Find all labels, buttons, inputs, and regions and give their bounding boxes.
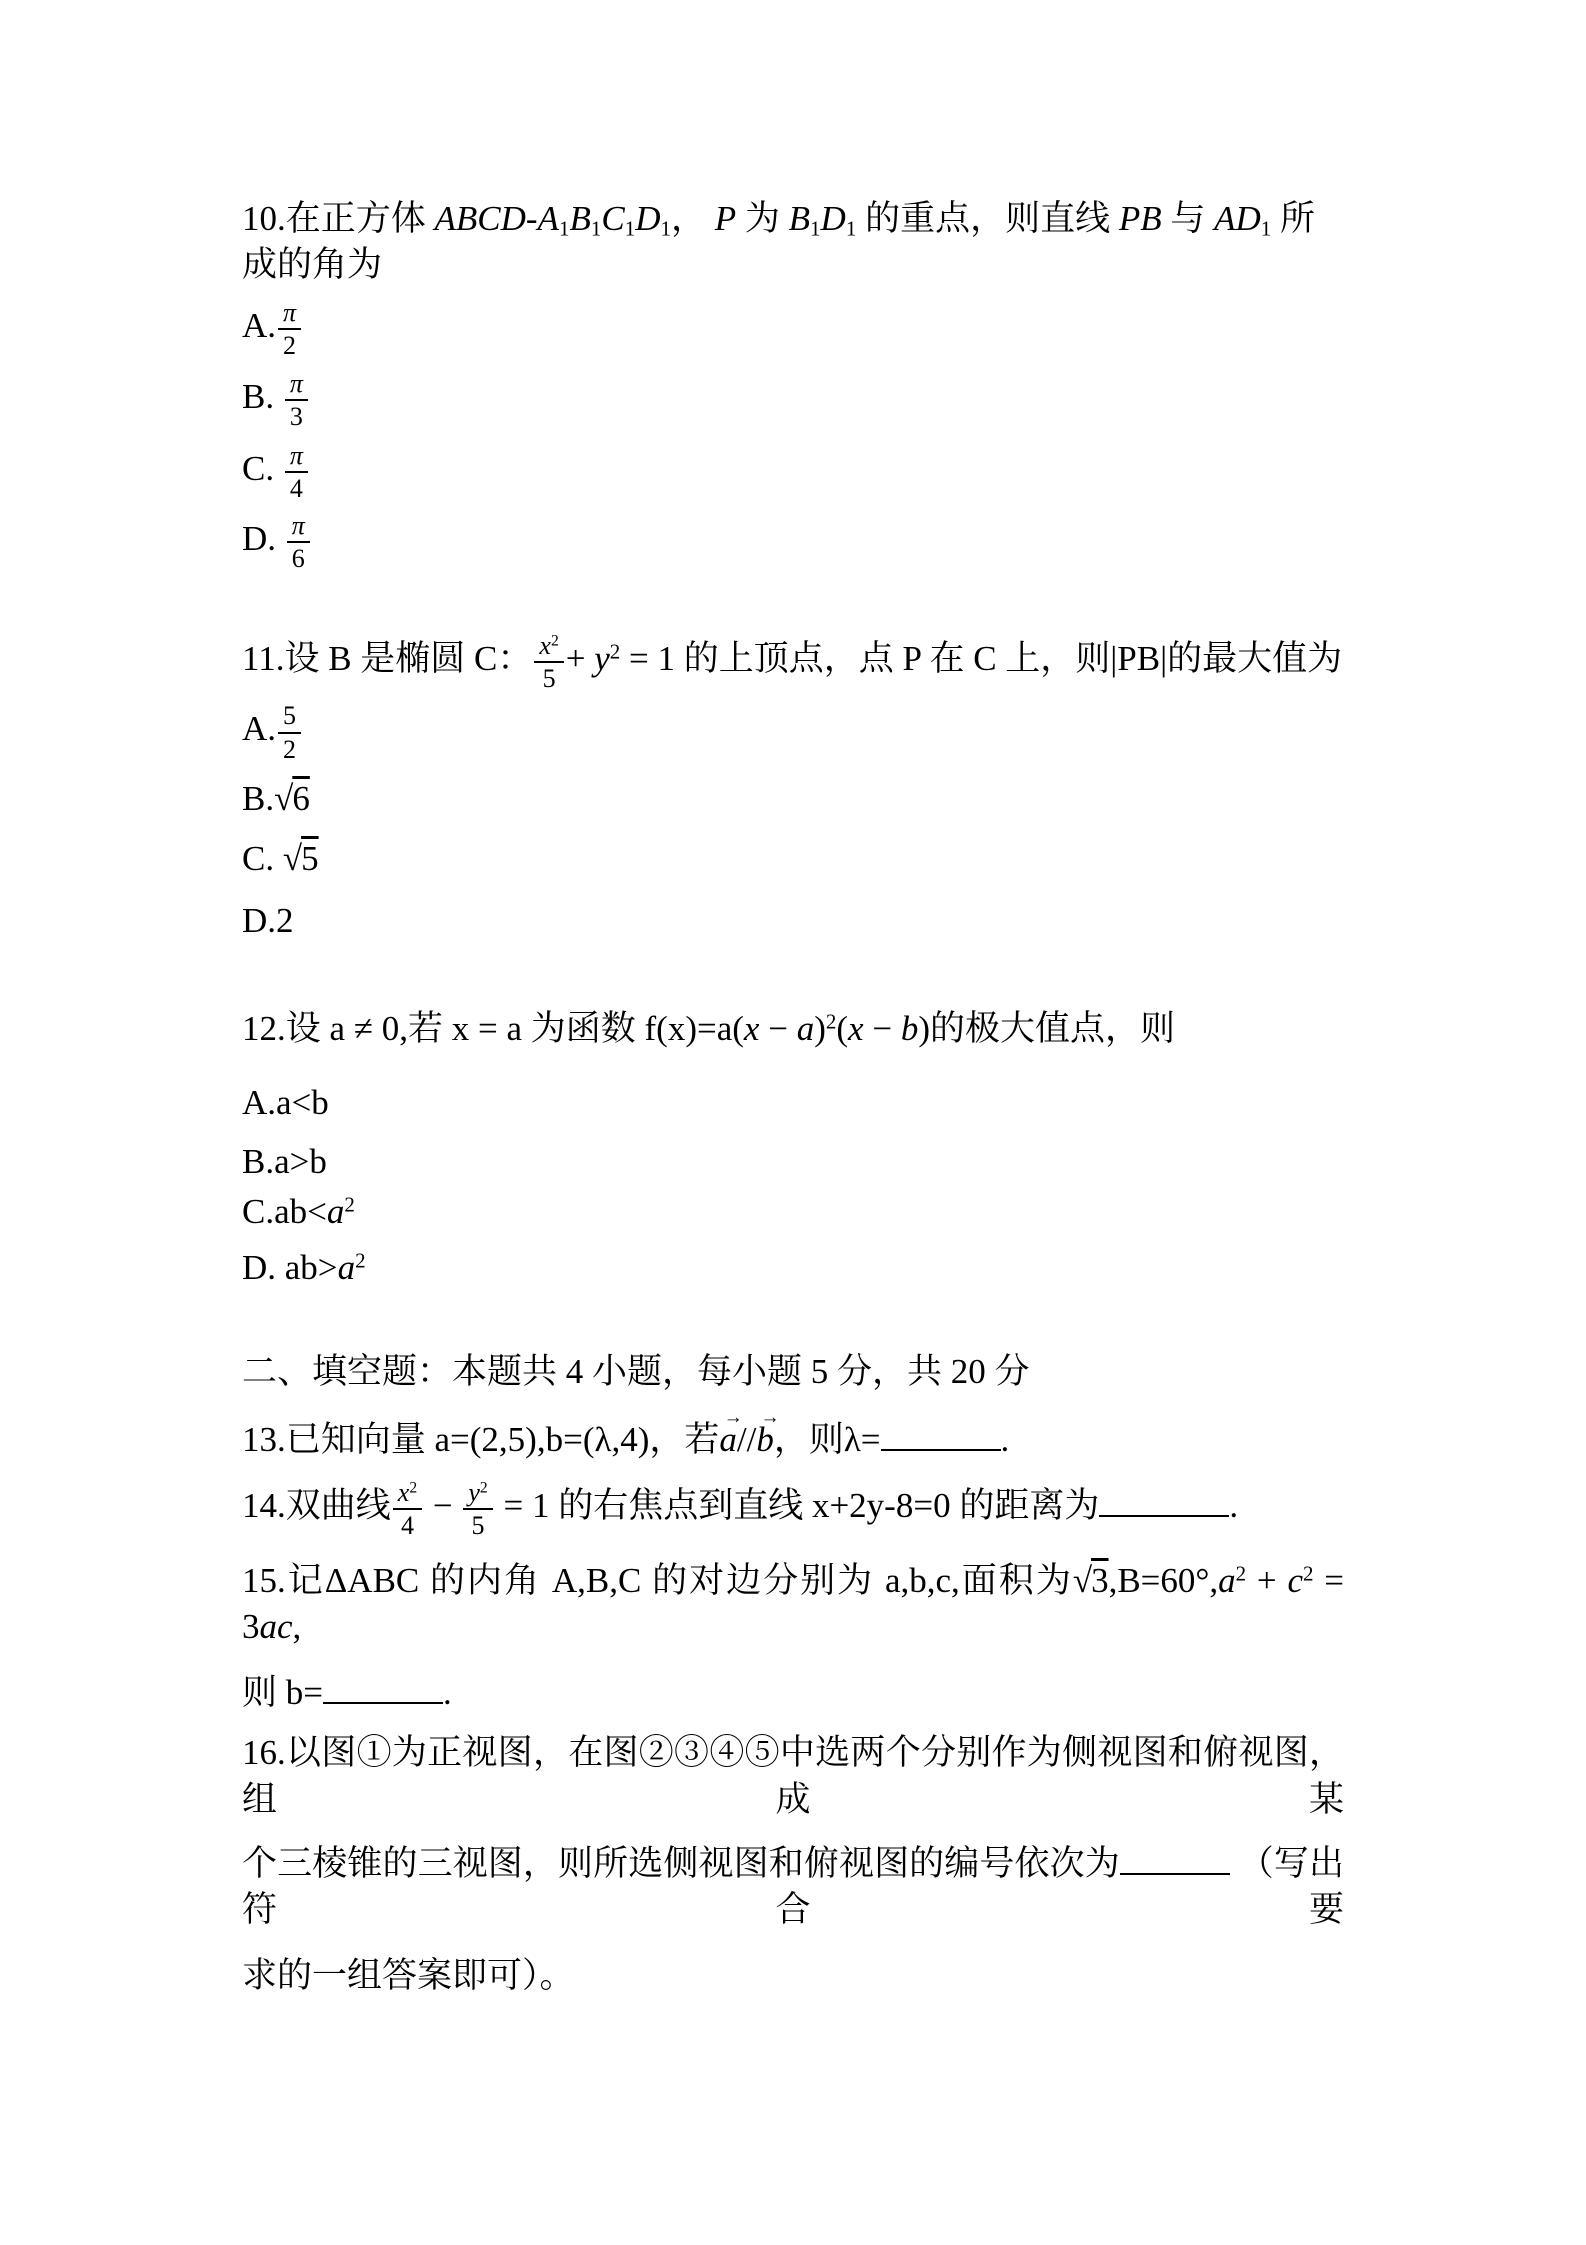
math-variable: π	[289, 440, 303, 470]
math-variable: B	[788, 199, 811, 238]
answer-blank	[323, 1671, 443, 1704]
math-variable: y	[594, 639, 610, 679]
q11-option-b: B.√6	[242, 778, 310, 818]
q11-prompt: 11.设 B 是椭圆 C： $\frac{x^2}{5}$ + $y^2 = 1$ 的上顶点，点 P 在 C 上，则|PB|的最大值为	[242, 631, 1343, 694]
math-variable: ABCD-A	[434, 199, 559, 238]
q12-option-b: B.a>b	[242, 1141, 327, 1181]
q12-option-a: A.a<b	[242, 1083, 329, 1123]
answer-blank	[1099, 1483, 1229, 1516]
math-variable: x	[539, 631, 551, 661]
q15-line-1: 15.记ΔABC 的内角 A,B,C 的对边分别为 a,b,c,面积为$√3,B=60^\circ,a^2 + c^2 = 3ac$,	[242, 1560, 1344, 1646]
math-variable: x	[397, 1477, 410, 1507]
q11-option-a: A. $\frac{5}{2}$	[242, 701, 1344, 763]
math-variable: b	[900, 1009, 919, 1049]
math-variable: C	[601, 199, 625, 238]
question-12	[242, 1006, 1344, 1291]
math-variable: π	[283, 298, 297, 328]
math-fraction: $\frac{5}{2}$	[276, 701, 303, 763]
math-variable: D	[635, 199, 661, 238]
vector-arrow-icon: →	[760, 1406, 780, 1428]
math-variable: D	[820, 199, 846, 238]
q10-option-a: A. $\frac{\pi}{2}$	[242, 298, 1344, 360]
q11-option-c: C. √5	[242, 838, 319, 878]
question-10	[242, 196, 1344, 573]
q16-line-1: 16.以图①为正视图，在图②③④⑤中选两个分别作为侧视图和俯视图，组成某	[242, 1733, 1344, 1819]
q16-line-2: 个三棱锥的三视图，则所选侧视图和俯视图的编号依次为 （写出符合要	[242, 1841, 1344, 1933]
q10-option-b: B. $\frac{\pi}{3}$	[242, 369, 1344, 431]
math-radical: √3	[1072, 1560, 1109, 1600]
math-vector: → a	[719, 1406, 743, 1460]
math-radical: √5	[282, 838, 319, 878]
math-variable: a	[326, 1191, 345, 1231]
q13-line: 13.已知向量 a=(2,5),b=(λ,4)，若 → a// → b，则λ= .	[242, 1417, 1344, 1463]
math-fraction: $\frac{\pi}{2}$	[276, 298, 303, 360]
q10-prompt: 10.在正方体 ABCD-$A_1B_1C_1D_1$， P 为 $B_1D_1$ 的重点，则直线 PB 与 $AD_1$ 所成的角为	[242, 199, 1316, 285]
math-variable: PB	[1118, 199, 1162, 238]
q15-line-2: 则 b= .	[242, 1670, 1344, 1716]
q12-option-c: $C.ab<a^2$	[242, 1191, 355, 1231]
math-variable: P	[714, 199, 737, 238]
math-variable: π	[289, 368, 303, 398]
math-variable: AD	[1214, 199, 1261, 238]
math-radical: √6	[274, 778, 310, 818]
math-fraction: $\frac{y^2}{5}$	[461, 1478, 494, 1540]
vector-arrow-icon: →	[723, 1406, 743, 1428]
math-variable: c	[1287, 1560, 1303, 1600]
answer-blank	[1120, 1841, 1230, 1874]
math-fraction: $\frac{\pi}{4}$	[283, 441, 310, 503]
math-variable: a	[337, 1248, 356, 1287]
section-2-heading: 二、填空题：本题共 4 小题，每小题 5 分，共 20 分	[242, 1352, 1030, 1392]
math-fraction: $\frac{\pi}{3}$	[283, 369, 310, 431]
q12-prompt: 12.设 a ≠ 0,若 x = a 为函数 $f(x)=a(x - a)^2(x - b)$的极大值点，则	[242, 1009, 1175, 1049]
q12-option-d: D. $ab>a^2$	[242, 1248, 366, 1287]
math-variable: B	[569, 199, 591, 238]
math-variable: x	[743, 1009, 760, 1049]
math-fraction: $\frac{x^2}{4}$	[391, 1478, 424, 1540]
question-11	[242, 631, 1344, 944]
q10-option-d: D. $\frac{\pi}{6}$	[242, 511, 1344, 573]
math-variable: a	[796, 1009, 815, 1049]
q14-line: 14.双曲线 $\frac{x^2}{4}$ − $\frac{y^2}{5}$ = 1 的右焦点到直线 x+2y-8=0 的距离为 .	[242, 1477, 1239, 1540]
math-variable: π	[291, 511, 305, 541]
math-variable: a	[1218, 1560, 1236, 1600]
math-fraction: $\frac{x^2}{5}$	[532, 631, 565, 693]
q11-option-d: D.2	[242, 901, 294, 941]
answer-blank	[881, 1418, 1001, 1451]
math-variable: y	[468, 1477, 480, 1507]
math-variable: x	[848, 1009, 864, 1049]
math-vector: → b	[756, 1406, 780, 1460]
q16-line-3: 求的一组答案即可）。	[242, 1956, 575, 1996]
q10-option-c: C. $\frac{\pi}{4}$	[242, 441, 1344, 503]
math-variable: ac	[259, 1606, 293, 1646]
section-2-fill-in	[242, 1349, 1344, 1999]
math-fraction: $\frac{\pi}{6}$	[285, 511, 312, 573]
